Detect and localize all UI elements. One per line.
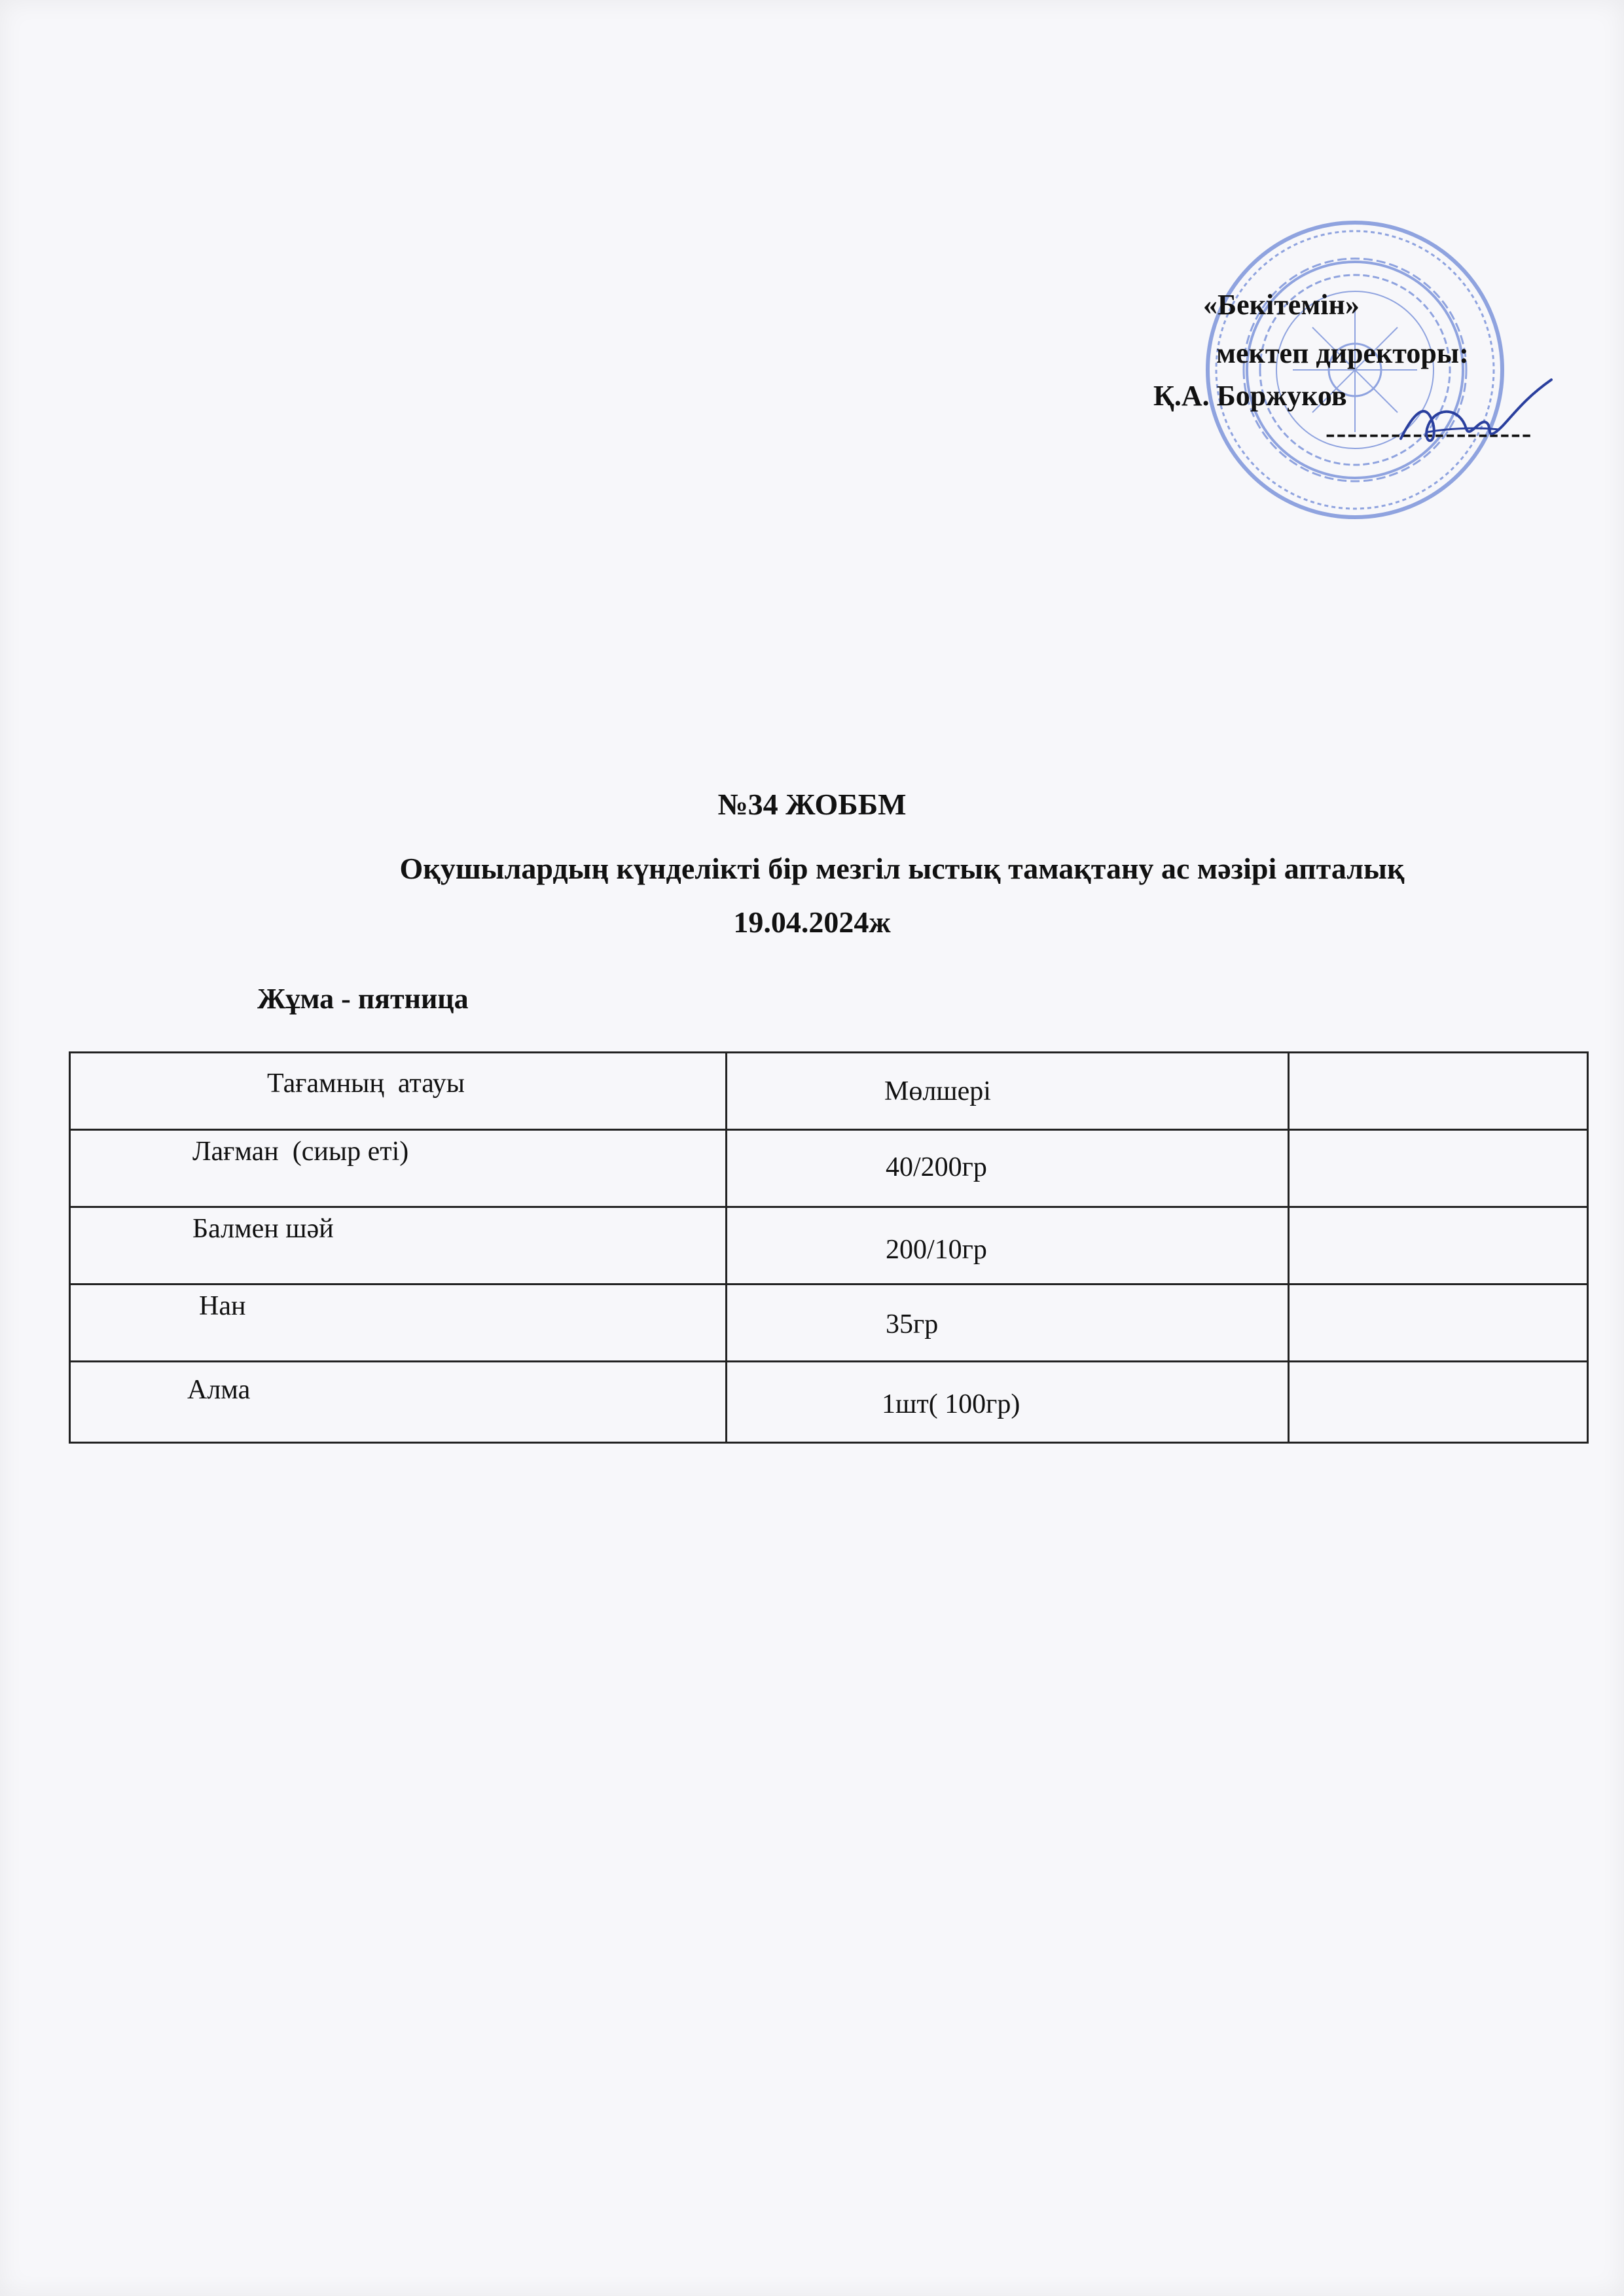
dish-name: Балмен шәй: [192, 1214, 334, 1244]
menu-table: [69, 1051, 1589, 1444]
amount-cell: [727, 1362, 1289, 1443]
dish-name-cell: [70, 1207, 727, 1285]
dish-name-cell: [70, 1130, 727, 1207]
table-header-row: [70, 1053, 1588, 1130]
header-empty: [1289, 1053, 1588, 1130]
table-row: [70, 1130, 1588, 1207]
weekday-label: Жұма - пятница: [257, 983, 469, 1015]
table-row: [70, 1207, 1588, 1285]
dish-amount: 1шт( 100гр): [882, 1389, 1020, 1419]
dish-name-cell: [70, 1285, 727, 1362]
extra-cell: [1289, 1130, 1588, 1207]
approval-director-name: Қ.А. Боржуков: [1153, 380, 1347, 412]
dish-amount: 40/200гр: [886, 1152, 987, 1182]
school-name: №34 ЖОББМ: [717, 788, 907, 821]
approval-position: мектеп директоры:: [1216, 337, 1469, 369]
approval-signature-line: -------------------: [1326, 417, 1533, 449]
dish-name: Алма: [187, 1375, 251, 1405]
extra-cell: [1289, 1285, 1588, 1362]
header-dish-name: [70, 1053, 727, 1130]
dish-amount: 35гр: [886, 1309, 939, 1339]
amount-cell: [727, 1130, 1289, 1207]
dish-amount: 200/10гр: [886, 1235, 987, 1265]
table-row: [70, 1362, 1588, 1443]
extra-cell: [1289, 1207, 1588, 1285]
table-row: [70, 1285, 1588, 1362]
header-dish-name-text: Тағамның атауы: [267, 1068, 465, 1099]
dish-name: Нан: [199, 1291, 246, 1321]
header-amount: [727, 1053, 1289, 1130]
dish-name: Лағман (сиыр еті): [192, 1137, 409, 1167]
menu-title: Оқушылардың күнделікті бір мезгіл ыстық тамақтану ас мәзірі апталық: [399, 852, 1405, 885]
menu-date: 19.04.2024ж: [733, 905, 891, 939]
amount-cell: [727, 1207, 1289, 1285]
dish-name-cell: [70, 1362, 727, 1443]
amount-cell: [727, 1285, 1289, 1362]
director-signature: [1388, 367, 1558, 458]
approval-heading: «Бекітемін»: [1203, 289, 1360, 321]
header-amount-text: Мөлшері: [884, 1076, 991, 1106]
extra-cell: [1289, 1362, 1588, 1443]
